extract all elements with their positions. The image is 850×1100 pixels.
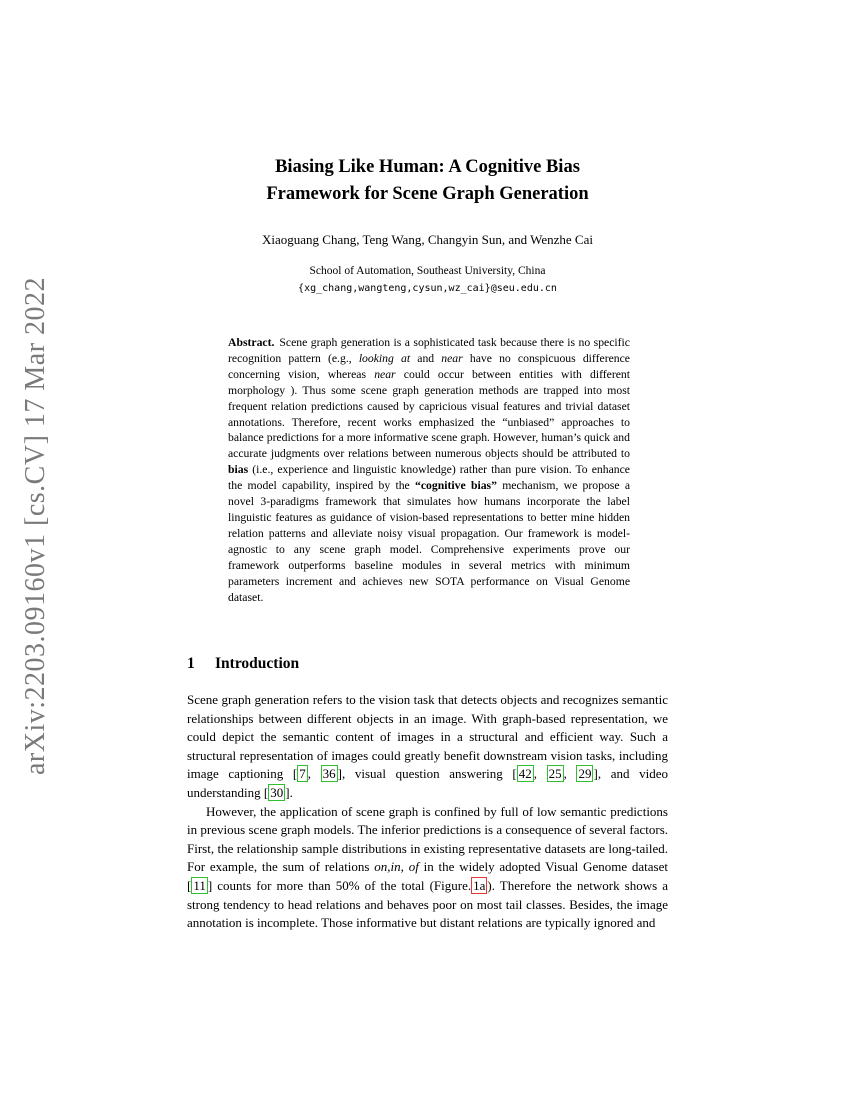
author-list: Xiaoguang Chang, Teng Wang, Changyin Sun, and Wenzhe Cai: [262, 232, 593, 247]
abstract-text: (i.e., experience and linguistic knowledge) rather than pure vision. To enhance the model capability, inspired by the: [228, 463, 630, 493]
abstract-label: Abstract.: [228, 336, 275, 349]
title-line-1: Biasing Like Human: A Cognitive Bias: [275, 157, 580, 177]
paragraph-italic: on,in,: [374, 859, 404, 875]
paragraph-text: However, the application of scene graph is confined by full of low semantic predictions in previous scene graph models. The inferior predictions is a consequence of several factors. First, the relationship sample distributions in existing representative datasets are long-tailed. For example, the sum of relations: [187, 803, 668, 875]
abstract-text: could occur between entities with different morphology ). Thus some scene graph generation methods are trapped into most frequent relation predictions caused by capricious visual features and trivial dataset annotations. Therefore, recent works emphasized the “unbiased” approaches to balance predictions for a more informative scene graph. However, human’s quick and accurate judgments over relations between numerous objects should be attributed to: [228, 367, 630, 461]
paragraph-text: ,: [307, 766, 321, 782]
citation-link[interactable]: 42: [518, 766, 532, 782]
paragraph-text: ,: [533, 766, 547, 782]
paragraph-text: ). Therefore the network shows a strong tendency to head relations and behaves poor on most tail classes. Besides, the image annotation is incomplete. Those informative but distant relations are typically ignored and: [187, 877, 668, 931]
abstract-bold: “cognitive bias”: [415, 479, 497, 493]
figure-link[interactable]: 1a: [473, 877, 486, 893]
paragraph-text: .: [289, 784, 293, 800]
arxiv-identifier[interactable]: arXiv:2203.09160v1 [cs.CV] 17 Mar 2022: [20, 276, 51, 775]
paragraph-text: in the widely adopted Visual Genome dataset: [418, 859, 668, 875]
paragraph-text: , visual question answering: [342, 766, 513, 782]
paragraph-text: Scene graph generation refers to the vision task that detects objects and recognizes semantic relationships between different objects in an image. With graph-based representation, we could depict the semantic content of images in a structural and efficient way. Such a structural representation of images could greatly benefit downstream vision tasks, including image captioning: [187, 692, 668, 782]
paragraph-italic: of: [408, 859, 419, 875]
abstract-text: and: [410, 351, 442, 365]
section-heading: [187, 655, 299, 673]
abstract-text: mechanism, we propose a novel 3-paradigms framework that simulates how humans incorporate the label linguistic features as guidance of vision-based representations to better mine hidden relation patterns and alleviate noisy visual propagation. Our framework is model-agnostic to any scene graph model. Comprehensive experiments prove our framework outperforms baseline modules in several metrics with minimum parameters increment and achieves new SOTA performance on Visual Genome dataset.: [228, 479, 631, 604]
abstract-bold: bias: [228, 463, 249, 477]
citation-link[interactable]: 7: [299, 766, 306, 782]
section-number: 1: [187, 655, 195, 672]
citation-link[interactable]: 29: [578, 766, 592, 782]
paragraph: Scene graph generation refers to the vision task that detects objects and recognizes semantic relationships between different objects in an image. With graph-based representation, we could depict the semantic content of images in a structural and efficient way. Such a structural representation of images could greatly benefit downstream vision tasks, including image captioning [ 7 , 36 ], visual question answering [ 42 , 25 , 29 ], and video understanding [ 30 ].: [187, 692, 668, 800]
citation-link[interactable]: 11: [193, 877, 206, 893]
abstract-text: Scene graph generation is a sophisticated task because there is no specific recognition pattern (e.g.,: [228, 336, 630, 365]
introduction-body: [187, 691, 668, 933]
abstract-italic: looking at: [358, 351, 411, 365]
abstract-text: have no conspicuous difference concerning vision, whereas: [228, 351, 630, 381]
citation-link[interactable]: 36: [322, 766, 336, 782]
abstract-italic: near: [374, 367, 396, 381]
section-title: Introduction: [215, 655, 300, 672]
paragraph-text: , and video understanding: [187, 766, 668, 800]
title-line-2: Framework for Scene Graph Generation: [266, 184, 589, 204]
paragraph-text: ,: [563, 766, 577, 782]
affiliation-block: [150, 263, 705, 297]
paragraph: However, the application of scene graph is confined by full of low semantic predictions in previous scene graph models. The inferior predictions is a consequence of several factors. First, the relationship sample distributions in existing representative datasets are long-tailed. For example, the sum of relations on,in, of in the widely adopted Visual Genome dataset [ 11 ] counts for more than 50% of the total (Figure. 1a ). Therefore the network shows a strong tendency to head relations and behaves poor on most tail classes. Besides, the image annotation is incomplete. Those informative but distant relations are typically ignored and: [187, 803, 668, 931]
abstract-italic: near: [441, 351, 463, 365]
abstract: [228, 335, 630, 605]
paper-title: [150, 154, 705, 208]
citation-link[interactable]: 30: [270, 784, 284, 800]
affiliation: School of Automation, Southeast University, China: [309, 265, 546, 277]
citation-link[interactable]: 25: [548, 766, 562, 782]
author-emails[interactable]: {xg_chang,wangteng,cysun,wz_cai}@seu.edu.cn: [298, 283, 557, 294]
paragraph-text: counts for more than 50% of the total (Figure.: [212, 877, 472, 893]
